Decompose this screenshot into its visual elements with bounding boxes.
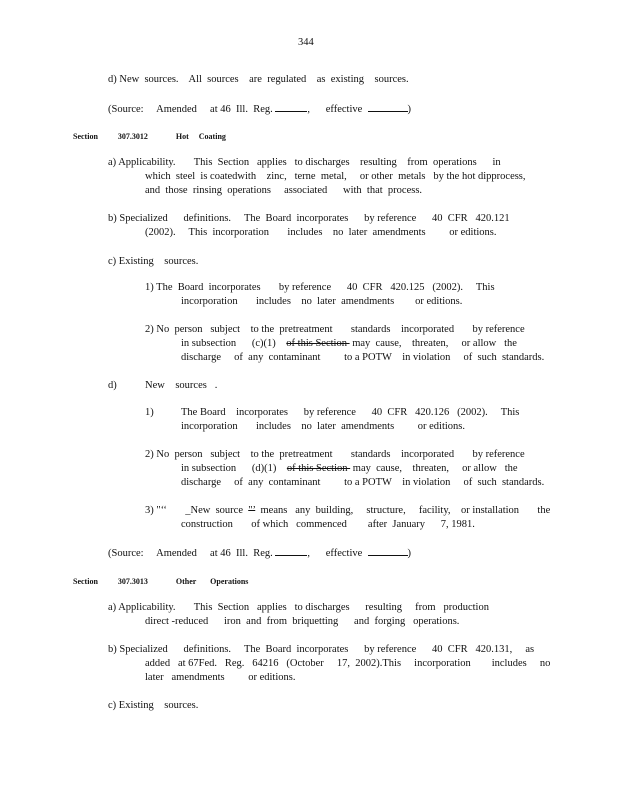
new-sources-letter: d) — [108, 380, 117, 391]
d3-line-1 — [145, 504, 550, 518]
source-note-suffix: ) — [407, 104, 412, 115]
definitions-2-line-1: b) Specialized definitions. The Board incorporates by reference 40 CFR 420.131, as — [108, 644, 535, 655]
d1-line-2: incorporation includes no later amendments or editions. — [181, 421, 466, 432]
section-label: Section — [73, 577, 98, 586]
applicability-line-1: a) Applicability. This Section applies to discharges resulting from operations in — [108, 157, 501, 168]
c1-line-1: 1) The Board incorporates by reference 40 CFR 420.125 (2002). This — [145, 282, 495, 293]
applicability-line-3: and those rinsing operations associated with that process. — [145, 185, 423, 196]
source-note-2 — [108, 545, 411, 561]
d1-line-1: The Board incorporates by reference 40 CFR 420.126 (2002). This — [181, 407, 520, 418]
d3-line-1-text: 3) "‘‘ _New source — [145, 505, 249, 516]
d2-line-2-rest: may cause, threaten, or allow the — [350, 463, 518, 474]
source-blank-1 — [275, 545, 307, 556]
struck-text: of this Section — [286, 338, 350, 349]
existing-sources-2-heading: c) Existing sources. — [108, 700, 199, 711]
definitions-line-2: (2002). This incorporation includes no later amendments or editions. — [145, 227, 497, 238]
c2-line-1: 2) No person subject to the pretreatment standards incorporated by reference — [145, 324, 525, 335]
source-blank-2 — [368, 101, 408, 112]
source-note-middle: , effective — [307, 104, 363, 115]
section-number: 307.3012 — [117, 132, 148, 141]
section-label: Section — [73, 132, 98, 141]
section-heading-307-3013 — [73, 575, 248, 589]
applicability-2-line-1: a) Applicability. This Section applies to discharges resulting from production — [108, 602, 489, 613]
d2-line-2 — [181, 462, 518, 476]
section-title: Other Operations — [175, 577, 249, 586]
section-title: Hot Coating — [175, 132, 226, 141]
applicability-2-line-2: direct -reduced iron and from briquetting and forging operations. — [145, 616, 460, 627]
c2-line-3: discharge of any contaminant to a POTW in violation of such standards. — [181, 352, 545, 363]
page-number: 344 — [298, 37, 314, 48]
definitions-2-line-3: later amendments or editions. — [145, 672, 296, 683]
section-number: 307.3013 — [117, 577, 148, 586]
c2-line-2-text: in subsection (c)(1) — [181, 338, 287, 349]
d2-line-3: discharge of any contaminant to a POTW in violation of such standards. — [181, 477, 545, 488]
existing-sources-heading: c) Existing sources. — [108, 256, 199, 267]
source-note-prefix: (Source: Amended at 46 Ill. Reg. — [108, 548, 273, 559]
definitions-2-line-2: added at 67Fed. Reg. 64216 (October 17, 2002).This incorporation includes no — [145, 658, 551, 669]
d3-line-1-rest: means any building, structure, facility, or installation the — [255, 505, 551, 516]
source-note-middle: , effective — [307, 548, 363, 559]
c1-line-2: incorporation includes no later amendments or editions. — [181, 296, 463, 307]
section-heading-307-3012 — [73, 130, 226, 144]
new-sources-d: d) New sources. All sources are regulated as existing sources. — [108, 74, 409, 85]
d2-line-2-text: in subsection (d)(1) — [181, 463, 287, 474]
definitions-line-1: b) Specialized definitions. The Board incorporates by reference 40 CFR 420.121 — [108, 213, 510, 224]
source-blank-2 — [368, 545, 408, 556]
source-blank-1 — [275, 101, 307, 112]
c2-line-2-rest: may cause, threaten, or allow the — [349, 338, 517, 349]
d2-line-1: 2) No person subject to the pretreatment standards incorporated by reference — [145, 449, 525, 460]
c2-line-2 — [181, 337, 517, 351]
source-note — [108, 101, 411, 117]
struck-quote: "’ — [248, 505, 256, 516]
struck-text: of this Section — [286, 463, 351, 474]
d1-number: 1) — [145, 407, 154, 418]
new-sources-heading: New sources . — [145, 380, 218, 391]
d3-line-2: construction of which commenced after January 7, 1981. — [181, 519, 475, 530]
source-note-suffix: ) — [407, 548, 412, 559]
applicability-line-2: which steel is coatedwith zinc, terne metal, or other metals by the hot dipprocess, — [145, 171, 526, 182]
source-note-prefix: (Source: Amended at 46 Ill. Reg. — [108, 104, 273, 115]
